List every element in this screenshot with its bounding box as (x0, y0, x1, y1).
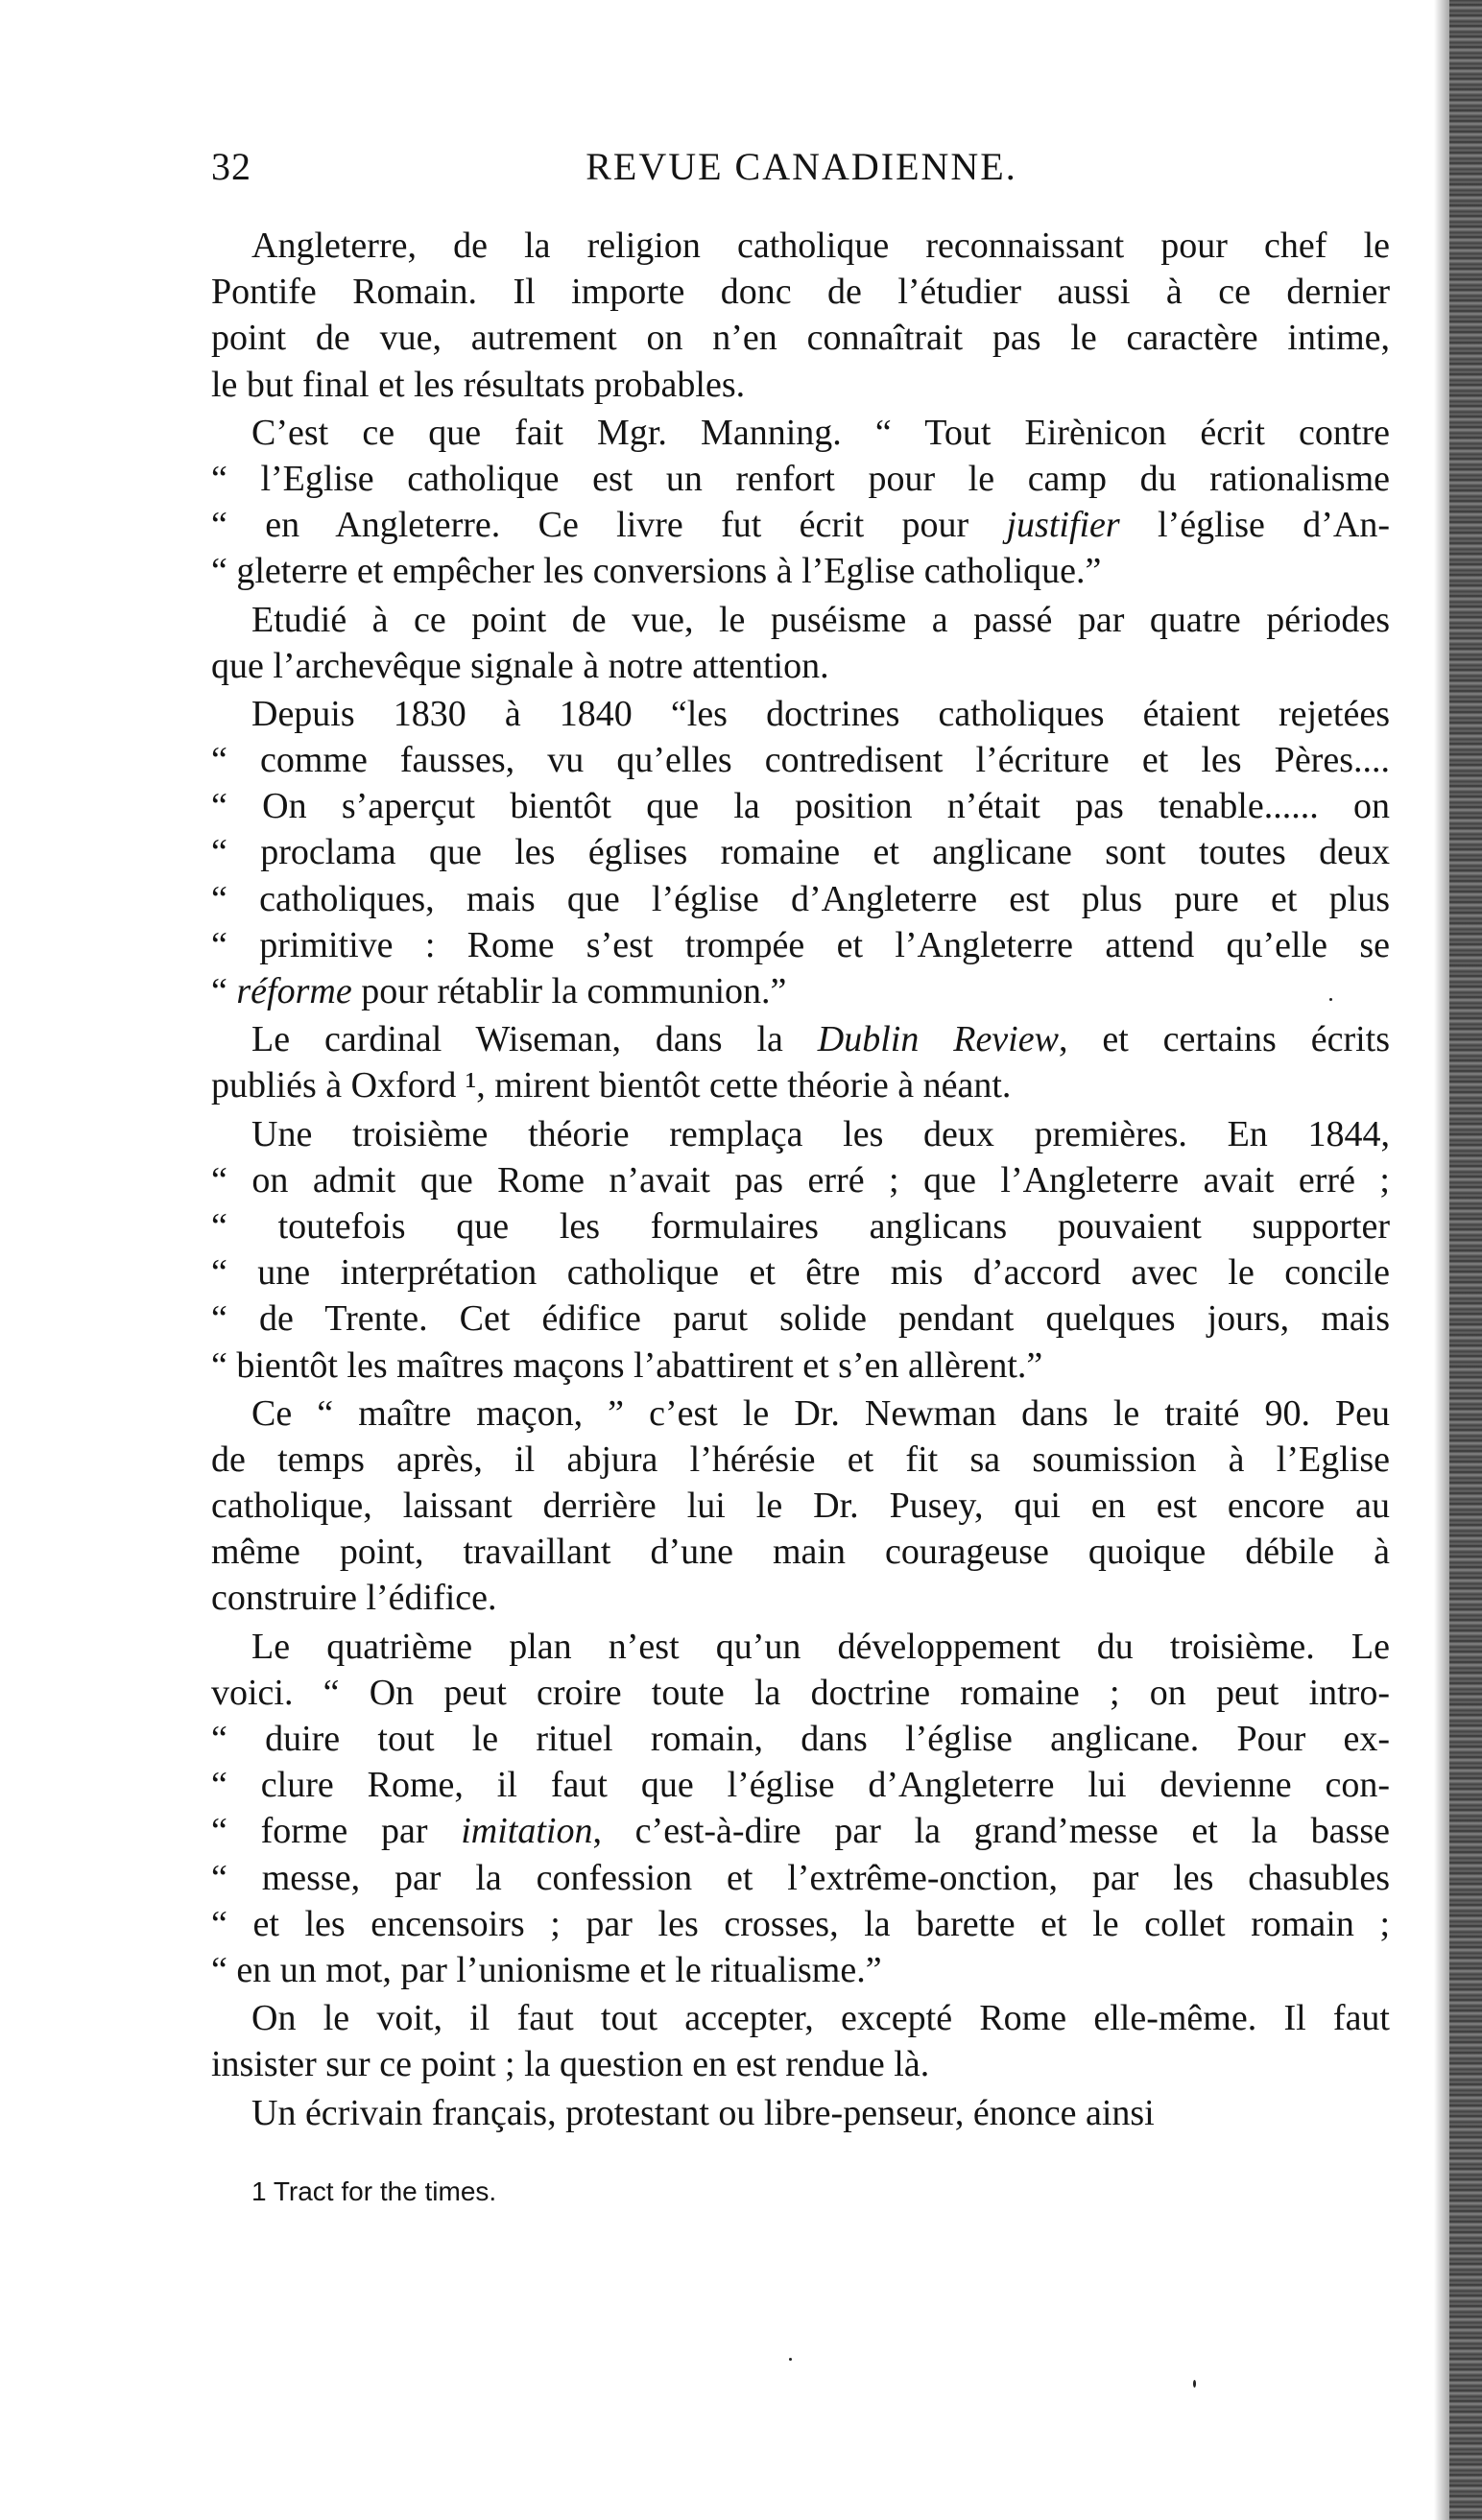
running-title: REVUE CANADIENNE. (586, 145, 1017, 188)
text-line: “ clure Rome, il faut que l’église d’Angleterre lui devienne con- (211, 1765, 1390, 1806)
text-line: C’est ce que fait Mgr. Manning. “ Tout Eirènicon écrit contre (251, 412, 1390, 453)
text-line: point de vue, autrement on n’en connaîtrait pas le caractère intime, (211, 318, 1390, 359)
text-line: Ce “ maître maçon, ” c’est le Dr. Newman dans le traité 90. Peu (251, 1392, 1390, 1434)
text-line: “ On s’aperçut bientôt que la position n’était pas tenable...... on (211, 786, 1390, 827)
text-line: “ réforme pour rétablir la communion.” (211, 971, 787, 1011)
paragraph (211, 1995, 1390, 2087)
text-line: “ gleterre et empêcher les conversions à l’Eglise catholique.” (211, 551, 1102, 592)
text-line: le but final et les résultats probables. (211, 364, 746, 405)
paragraph (211, 1016, 1390, 1108)
text-line: Un écrivain français, protestant ou libre-penseur, énonce ainsi (251, 2092, 1155, 2133)
text-line: “ proclama que les églises romaine et anglicane sont toutes deux (211, 832, 1390, 873)
text-line: Angleterre, de la religion catholique reconnaissant pour chef le (251, 226, 1390, 266)
text-line: “ bientôt les maîtres maçons l’abattirent et s’en allèrent.” (211, 1344, 1043, 1386)
text-line: “ messe, par la confession et l’extrême-onction, par les chasubles (211, 1857, 1390, 1898)
text-line: Une troisième théorie remplaça les deux premières. En 1844, (251, 1113, 1390, 1154)
print-speck (1329, 998, 1332, 1001)
text-line: “ une interprétation catholique et être mis d’accord avec le concile (211, 1252, 1390, 1294)
body-text (211, 223, 1390, 2138)
paragraph (211, 1391, 1390, 1622)
text-line: “ l’Eglise catholique est un renfort pour le camp du rationalisme (211, 458, 1390, 499)
print-speck (789, 2358, 792, 2361)
text-line: On le voit, il faut tout accepter, excepté Rome elle-même. Il faut (251, 1998, 1390, 2039)
text-line: Etudié à ce point de vue, le puséisme a passé par quatre périodes (251, 599, 1390, 640)
text-line: “ forme par imitation, c’est-à-dire par la grand’messe et la basse (211, 1811, 1390, 1852)
text-line: “ de Trente. Cet édifice parut solide pendant quelques jours, mais (211, 1298, 1390, 1340)
text-line: “ comme fausses, vu qu’elles contredisent l’écriture et les Pères.... (211, 740, 1390, 781)
text-line: “ et les encensoirs ; par les crosses, la barette et le collet romain ; (211, 1903, 1390, 1944)
paragraph (211, 597, 1390, 689)
text-line: “ primitive : Rome s’est trompée et l’Angleterre attend qu’elle se (211, 924, 1390, 965)
text-line: que l’archevêque signale à notre attention. (211, 645, 829, 686)
text-line: Pontife Romain. Il importe donc de l’étudier aussi à ce dernier (211, 272, 1390, 313)
paragraph (211, 1111, 1390, 1389)
print-speck (1193, 2380, 1196, 2388)
text-line: Le quatrième plan n’est qu’un développement du troisième. Le (251, 1626, 1390, 1667)
text-line: Le cardinal Wiseman, dans la Dublin Review, et certains écrits (251, 1019, 1390, 1060)
text-line: Depuis 1830 à 1840 “les doctrines catholiques étaient rejetées (251, 693, 1390, 734)
text-line: “ on admit que Rome n’avait pas erré ; que l’Angleterre avait erré ; (211, 1159, 1390, 1201)
page-header (211, 144, 1392, 202)
text-line: “ en un mot, par l’unionisme et le ritualisme.” (211, 1949, 882, 1990)
text-line: “ toutefois que les formulaires anglicans pouvaient supporter (211, 1205, 1390, 1247)
footnote: 1 Tract for the times. (251, 2176, 497, 2206)
text-line: “ duire tout le rituel romain, dans l’église anglicane. Pour ex- (211, 1719, 1390, 1759)
text-line: catholique, laissant derrière lui le Dr. Pusey, qui en est encore au (211, 1486, 1390, 1527)
text-line: voici. “ On peut croire toute la doctrine romaine ; on peut intro- (211, 1672, 1390, 1713)
text-line: publiés à Oxford ¹, mirent bientôt cette théorie à néant. (211, 1065, 1012, 1106)
page-edge-shadow (1434, 0, 1449, 2520)
text-line: insister sur ce point ; la question en est rendue là. (211, 2044, 930, 2085)
text-line: même point, travaillant d’une main courageuse quoique débile à (211, 1532, 1390, 1573)
page-edge (1449, 0, 1482, 2520)
text-line: construire l’édifice. (211, 1578, 497, 1619)
paragraph (211, 1624, 1390, 1994)
text-line: “ catholiques, mais que l’église d’Angleterre est plus pure et plus (211, 878, 1390, 919)
page-number: 32 (211, 145, 251, 188)
text-line: “ en Angleterre. Ce livre fut écrit pour justifier l’église d’An- (211, 505, 1390, 546)
paragraph (211, 223, 1390, 408)
paragraph (211, 410, 1390, 595)
text-line: de temps après, il abjura l’hérésie et fit sa soumission à l’Eglise (211, 1438, 1390, 1480)
paragraph (211, 691, 1390, 1014)
paragraph (211, 2090, 1390, 2136)
